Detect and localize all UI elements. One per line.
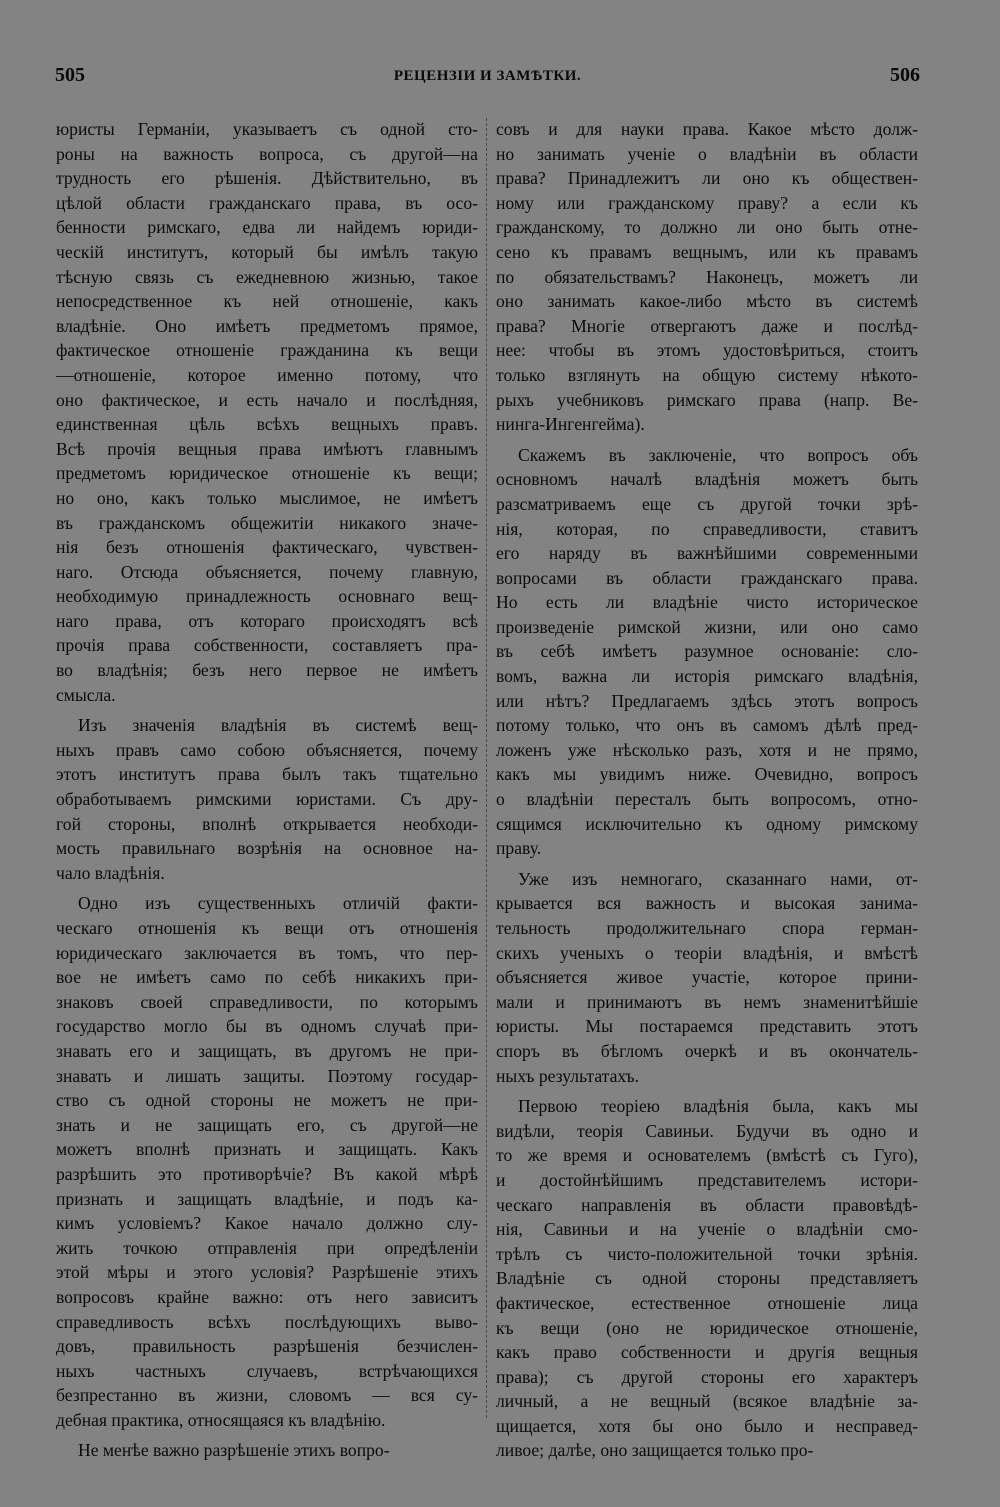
text-line: личный, а не вещный (всякое владѣніе за- <box>496 1391 918 1412</box>
text-line: юридическаго заключается въ томъ, что пер- <box>56 942 478 963</box>
text-line: объясняется живое участіе, которое прини- <box>496 967 918 988</box>
text-line: вопросовъ крайне важно: отъ него зависитъ <box>56 1286 478 1307</box>
text-line: Одно изъ существенныхъ отличій факти- <box>78 893 478 914</box>
text-line: наго. Отсюда объясняется, почему главную, <box>56 561 478 582</box>
left-column <box>56 117 478 1469</box>
text-line: нія безъ отношенія фактическаго, чувствен- <box>56 537 478 558</box>
column-divider <box>486 118 487 1418</box>
text-line: совъ и для науки права. Какое мѣсто долж- <box>496 119 918 139</box>
paragraph <box>496 443 918 861</box>
text-line: довъ, правильность разрѣшенія безчислен- <box>56 1336 478 1357</box>
text-line: въ гражданскомъ общежитіи никакого значе- <box>56 512 478 533</box>
running-title: РЕЦЕНЗІИ И ЗАМѢТКИ. <box>393 68 582 84</box>
text-line: вопросами въ области гражданскаго права. <box>496 567 918 588</box>
text-line: единственная цѣль всѣхъ вещныхъ правъ. <box>56 414 478 435</box>
page-number-right: 506 <box>890 64 920 86</box>
text-line: споръ въ бѣгломъ очеркѣ и въ окончатель- <box>496 1040 918 1061</box>
text-line: этотъ институтъ права былъ такъ тщательно <box>56 764 478 785</box>
text-line: щищается, хотя бы оно было и несправед- <box>496 1415 918 1436</box>
text-line: —отношеніе, которое именно потому, что <box>56 364 478 385</box>
text-line: оно фактическое, и есть начало и послѣдняя, <box>56 389 478 410</box>
text-line: Уже изъ немногаго, сказаннаго нами, от- <box>518 868 918 889</box>
text-line: права? Принадлежитъ ли оно къ обществен- <box>496 168 918 189</box>
text-line: сящимся исключительно къ одному римскому <box>496 813 918 834</box>
text-line: Всѣ прочія вещныя права имѣютъ главнымъ <box>56 438 478 459</box>
text-line: знаковъ своей справедливости, по которымъ <box>56 991 478 1012</box>
text-line: обработываемъ римскими юристами. Съ дру- <box>56 789 478 810</box>
text-line: ному или гражданскому праву? а если къ <box>496 192 918 213</box>
text-line: Но есть ли владѣніе чисто историческое <box>496 592 918 613</box>
text-line: скихъ ученыхъ о теоріи владѣнія, и вмѣстѣ <box>496 942 918 963</box>
text-line: права); съ другой стороны его характеръ <box>496 1366 918 1387</box>
text-line: права? Многіе отвергаютъ даже и послѣд- <box>496 315 918 336</box>
text-line: Владѣніе съ одной стороны представляетъ <box>496 1268 918 1289</box>
text-line: предметомъ юридическое отношеніе къ вещи; <box>56 463 478 484</box>
text-line: кимъ условіемъ? Какое начало должно слу- <box>56 1213 478 1234</box>
page-number-left: 505 <box>55 64 85 86</box>
text-line: безпрестанно въ жизни, словомъ — вся су- <box>56 1385 478 1406</box>
text-line: но оно, какъ только мыслимое, не имѣетъ <box>56 487 478 508</box>
text-line: только взглянуть на общую систему нѣкото- <box>496 364 918 385</box>
text-line: наго права, отъ котораго происходятъ всѣ <box>56 610 478 631</box>
text-line: по обязательствамъ? Наконецъ, можетъ ли <box>496 266 918 287</box>
text-line: ложенъ уже нѣсколько разъ, хотя и не прямо, <box>496 739 918 760</box>
text-line: основномъ началѣ владѣнія можетъ быть <box>496 469 918 490</box>
text-line: ныхъ частныхъ случаевъ, встрѣчающихся <box>56 1360 478 1381</box>
text-line: во владѣнія; безъ него первое не имѣетъ <box>56 660 478 681</box>
text-line: нее: чтобы въ этомъ удостовѣриться, стоитъ <box>496 340 918 361</box>
text-line: знать и не защищать его, съ другой—не <box>56 1114 478 1135</box>
text-line: признать и защищать владѣніе, и подъ ка- <box>56 1188 478 1209</box>
text-line: фактическое, естественное отношеніе лица <box>496 1292 918 1313</box>
text-line: прочія права собственности, составляетъ пра- <box>56 635 478 656</box>
text-line: нинга-Ингенгейма). <box>496 414 645 435</box>
text-line: цѣлой области гражданскаго права, въ осо- <box>56 192 478 213</box>
text-line: въ себѣ имѣетъ разумное основаніе: сло- <box>496 641 918 662</box>
paragraph <box>496 1094 918 1463</box>
text-line: сено къ правамъ вещнымъ, или къ правамъ <box>496 241 918 262</box>
text-line: какъ право собственности и другія вещныя <box>496 1342 918 1363</box>
text-line: и достойнѣйшимъ представителемъ истори- <box>496 1169 918 1190</box>
text-line: Изъ значенія владѣнія въ системѣ вещ- <box>78 715 478 736</box>
text-line: нія, Савиньи и на ученіе о владѣніи смо- <box>496 1219 918 1240</box>
text-line: о владѣніи пересталъ быть вопросомъ, отно- <box>496 789 918 810</box>
paragraph <box>496 867 918 1088</box>
text-line: то же время и основателемъ (вмѣстѣ съ Гуго), <box>496 1145 918 1166</box>
text-line: Не менѣе важно разрѣшеніе этихъ вопро- <box>78 1440 390 1461</box>
text-line: жить точкою отправленія при опредѣленіи <box>56 1237 478 1258</box>
text-line: смысла. <box>56 684 116 705</box>
text-line: можетъ вполнѣ признать и защищать. Какъ <box>56 1139 478 1160</box>
text-line: чало владѣнія. <box>56 862 165 883</box>
right-column <box>496 117 918 1469</box>
text-line: фактическое отношеніе гражданина къ вещи <box>56 340 478 361</box>
text-line: бенности римскаго, едва ли найдемъ юриди- <box>56 217 478 238</box>
text-line: роны на важность вопроса, съ другой—на <box>56 143 478 164</box>
text-line: оно занимать какое-либо мѣсто въ системѣ <box>496 291 918 312</box>
text-line: нія, которая, по справедливости, ставитъ <box>496 518 918 539</box>
text-line: гой стороны, вполнѣ открывается необходи- <box>56 813 478 834</box>
paragraph <box>496 117 918 437</box>
text-line: или нѣтъ? Предлагаемъ здѣсь этотъ вопросъ <box>496 690 918 711</box>
text-line: гражданскому, то должно ли оно быть отне- <box>496 217 918 238</box>
text-line: трудность его рѣшенія. Дѣйствительно, въ <box>56 168 478 189</box>
text-line: разрѣшить это противорѣчіе? Въ какой мѣрѣ <box>56 1163 478 1184</box>
text-line: знавать его и защищать, въ другомъ не при- <box>56 1040 478 1061</box>
text-line: тельность продолжительнаго спора герман- <box>496 918 918 938</box>
text-line: дебная практика, относящаяся къ владѣнію. <box>56 1409 386 1430</box>
page-header <box>55 64 920 96</box>
text-line: юристы. Мы постараемся представить этотъ <box>496 1016 918 1037</box>
text-line: Первою теоріею владѣнія была, какъ мы <box>518 1096 918 1117</box>
paragraph <box>56 1438 478 1463</box>
text-line: ныхъ правъ само собою объясняется, почему <box>56 739 478 760</box>
text-line: какъ мы увидимъ ниже. Очевидно, вопросъ <box>496 764 918 785</box>
paragraph <box>56 117 478 707</box>
text-line: справедливость всѣхъ послѣдующихъ выво- <box>56 1311 478 1332</box>
text-line: мость правильнаго возрѣнія на основное на- <box>56 838 478 859</box>
text-line: Скажемъ въ заключеніе, что вопросъ объ <box>518 444 918 465</box>
text-line: произведеніе римской жизни, или оно само <box>496 616 918 637</box>
text-line: потому только, что онъ въ самомъ дѣлѣ пред- <box>496 715 918 736</box>
text-line: разсматриваемъ еще съ другой точки зрѣ- <box>496 493 918 514</box>
text-line: рыхъ учебниковъ римскаго права (напр. Ве- <box>496 389 918 410</box>
paragraph <box>56 713 478 885</box>
text-line: крывается вся важность и высокая занима- <box>496 893 918 914</box>
text-line: юристы Германіи, указываетъ съ одной сто- <box>56 119 478 139</box>
text-line: ческій институтъ, который бы имѣлъ такую <box>56 241 478 262</box>
text-line: вомъ, важна ли исторія римскаго владѣнія, <box>496 666 918 687</box>
paragraph <box>56 891 478 1432</box>
text-line: вое не имѣетъ само по себѣ никакихъ при- <box>56 967 478 988</box>
text-line: этой мѣры и этого условія? Разрѣшеніе этихъ <box>56 1262 478 1283</box>
text-line: мали и принимаютъ въ немъ знаменитѣйшіе <box>496 991 918 1012</box>
text-line: ливое; далѣе, оно защищается только про- <box>496 1440 814 1461</box>
text-line: но занимать ученіе о владѣніи въ области <box>496 143 918 164</box>
text-line: его наряду въ важнѣйшими современными <box>496 543 918 564</box>
text-line: праву. <box>496 838 542 859</box>
text-line: государство могло бы въ одномъ случаѣ при- <box>56 1016 478 1037</box>
text-line: видѣли, теорія Савиньи. Будучи въ одно и <box>496 1120 918 1141</box>
text-line: ныхъ результатахъ. <box>496 1065 640 1086</box>
text-line: ческаго отношенія къ вещи отъ отношенія <box>56 918 478 938</box>
text-line: владѣніе. Оно имѣетъ предметомъ прямое, <box>56 315 478 336</box>
text-line: ческаго направленія въ области правовѣдѣ- <box>496 1194 918 1215</box>
text-line: знавать и лишать защиты. Поэтому государ- <box>56 1065 478 1086</box>
text-line: къ вещи (оно не юридическое отношеніе, <box>496 1317 918 1338</box>
text-line: необходимую принадлежность основнаго вещ- <box>56 586 478 607</box>
text-line: трѣлъ съ чисто-положительной точки зрѣнія. <box>496 1243 918 1264</box>
text-line: ство съ одной стороны не можетъ не при- <box>56 1090 478 1111</box>
text-line: непосредственное къ ней отношеніе, какъ <box>56 291 478 312</box>
text-line: тѣсную связь съ ежедневною жизнью, такое <box>56 266 478 287</box>
